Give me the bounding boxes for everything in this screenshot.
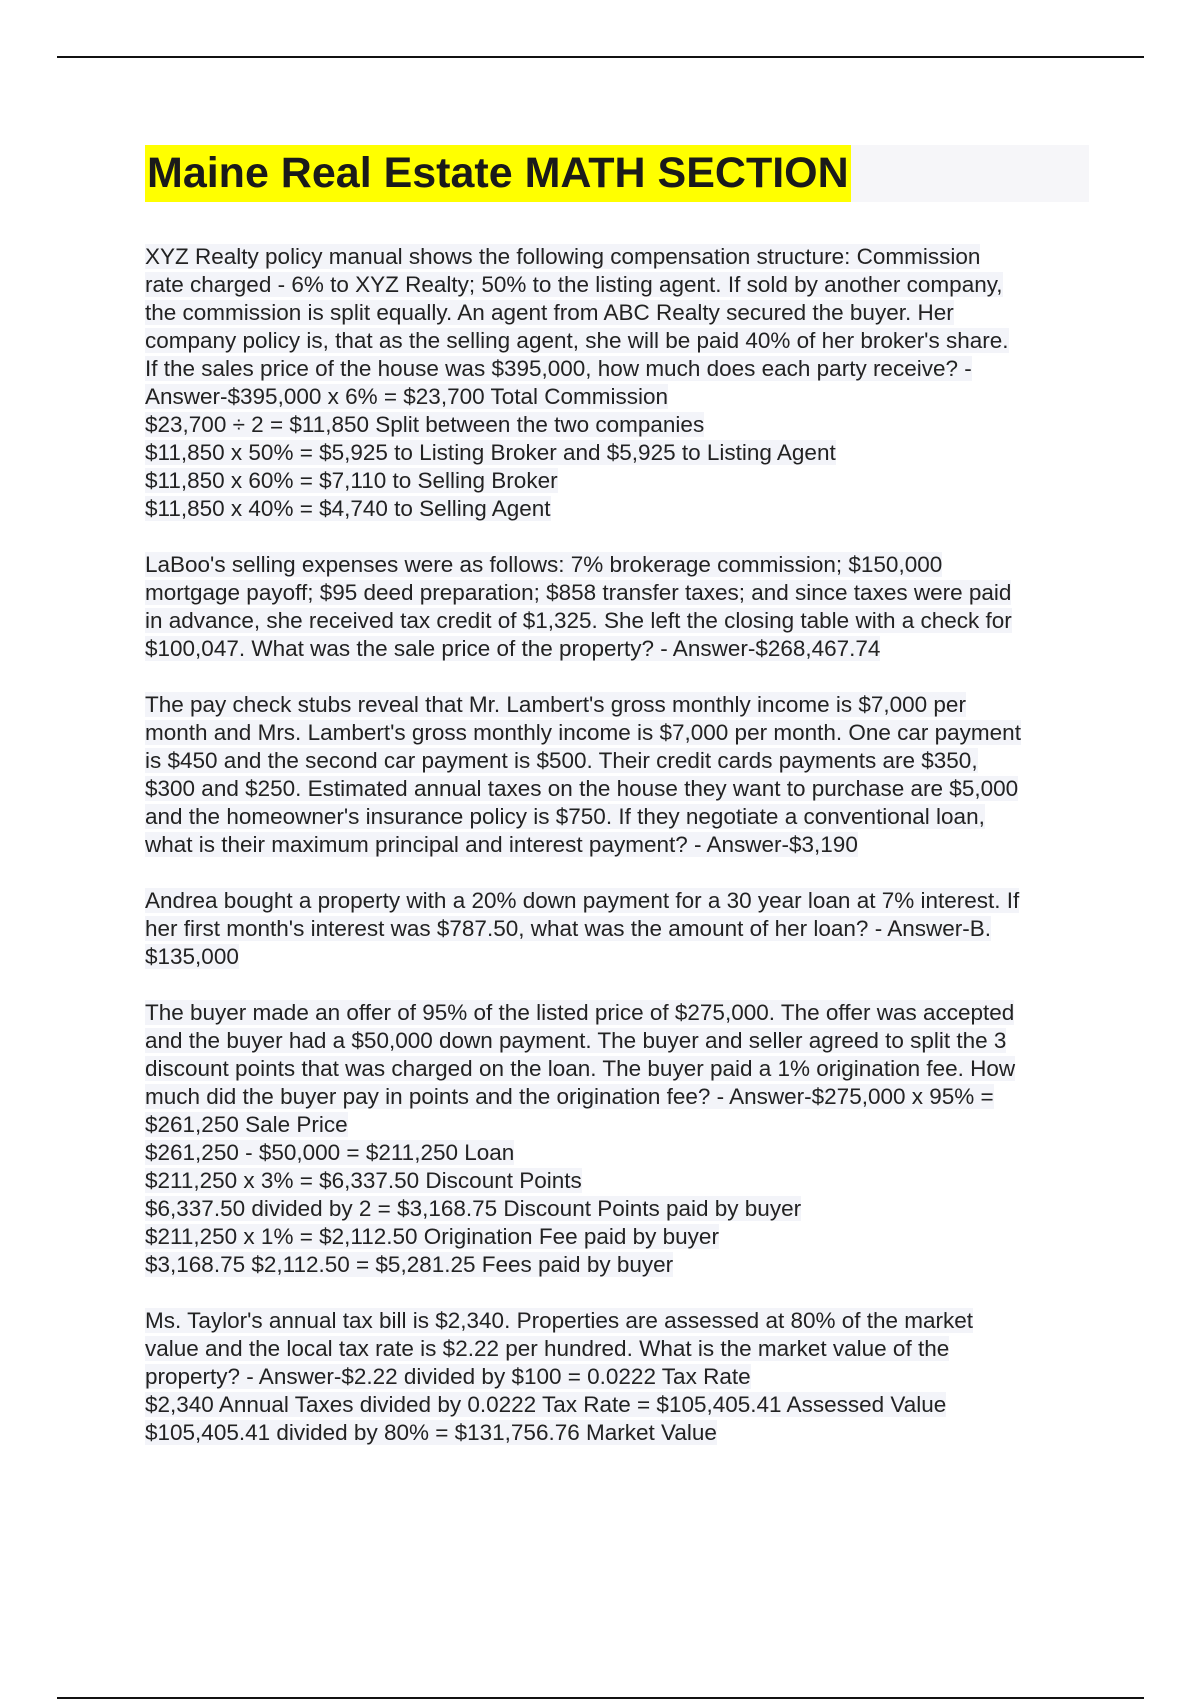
text-line xyxy=(145,299,1089,327)
text-line xyxy=(145,607,1089,635)
text-line-content: $11,850 x 50% = $5,925 to Listing Broker and $5,925 to Listing Agent xyxy=(145,440,836,465)
text-line xyxy=(145,1307,1089,1335)
text-line-content: The pay check stubs reveal that Mr. Lambert's gross monthly income is $7,000 per xyxy=(145,692,966,717)
text-line-content: the commission is split equally. An agent from ABC Realty secured the buyer. Her xyxy=(145,300,954,325)
text-line-content: and the homeowner's insurance policy is $750. If they negotiate a conventional loan, xyxy=(145,804,985,829)
question-block xyxy=(145,691,1089,859)
text-line xyxy=(145,271,1089,299)
text-line-content: Andrea bought a property with a 20% down payment for a 30 year loan at 7% interest. If xyxy=(145,888,1020,913)
text-line xyxy=(145,1111,1089,1139)
text-line xyxy=(145,355,1089,383)
text-line xyxy=(145,1083,1089,1111)
text-line xyxy=(145,747,1089,775)
text-line xyxy=(145,411,1089,439)
text-line-content: XYZ Realty policy manual shows the following compensation structure: Commission xyxy=(145,244,981,269)
question-block xyxy=(145,1307,1089,1447)
text-line xyxy=(145,1419,1089,1447)
text-line-content: If the sales price of the house was $395,000, how much does each party receive? - xyxy=(145,356,972,381)
text-line-content: rate charged - 6% to XYZ Realty; 50% to the listing agent. If sold by another company, xyxy=(145,272,1003,297)
text-line-content: $6,337.50 divided by 2 = $3,168.75 Discount Points paid by buyer xyxy=(145,1196,802,1221)
text-line xyxy=(145,467,1089,495)
text-line-content: $105,405.41 divided by 80% = $131,756.76 Market Value xyxy=(145,1420,717,1445)
text-line xyxy=(145,551,1089,579)
text-line xyxy=(145,887,1089,915)
top-rule xyxy=(57,56,1144,58)
text-line-content: mortgage payoff; $95 deed preparation; $858 transfer taxes; and since taxes were paid xyxy=(145,580,1012,605)
text-line xyxy=(145,999,1089,1027)
text-line xyxy=(145,635,1089,663)
text-line-content: in advance, she received tax credit of $1,325. She left the closing table with a check for xyxy=(145,608,1012,633)
text-line xyxy=(145,1055,1089,1083)
text-line-content: discount points that was charged on the loan. The buyer paid a 1% origination fee. How xyxy=(145,1056,1016,1081)
text-line xyxy=(145,1027,1089,1055)
text-line xyxy=(145,775,1089,803)
text-line-content: $211,250 x 1% = $2,112.50 Origination Fee paid by buyer xyxy=(145,1224,719,1249)
bottom-rule xyxy=(57,1697,1144,1699)
text-line-content: $261,250 Sale Price xyxy=(145,1112,348,1137)
text-line xyxy=(145,1167,1089,1195)
text-line xyxy=(145,495,1089,523)
text-line xyxy=(145,915,1089,943)
question-list xyxy=(145,243,1089,1447)
document-body xyxy=(145,145,1089,1475)
text-line xyxy=(145,1335,1089,1363)
text-line xyxy=(145,1223,1089,1251)
text-line-content: is $450 and the second car payment is $500. Their credit cards payments are $350, xyxy=(145,748,978,773)
text-line xyxy=(145,243,1089,271)
text-line xyxy=(145,1251,1089,1279)
text-line-content: $2,340 Annual Taxes divided by 0.0222 Tax Rate = $105,405.41 Assessed Value xyxy=(145,1392,947,1417)
text-line-content: $211,250 x 3% = $6,337.50 Discount Points xyxy=(145,1168,582,1193)
page-title: Maine Real Estate MATH SECTION xyxy=(145,145,851,202)
text-line-content: $300 and $250. Estimated annual taxes on the house they want to purchase are $5,000 xyxy=(145,776,1019,801)
text-line-content: $11,850 x 40% = $4,740 to Selling Agent xyxy=(145,496,551,521)
text-line xyxy=(145,327,1089,355)
text-line-content: and the buyer had a $50,000 down payment. The buyer and seller agreed to split the 3 xyxy=(145,1028,1007,1053)
text-line xyxy=(145,439,1089,467)
text-line xyxy=(145,691,1089,719)
text-line-content: $135,000 xyxy=(145,944,239,969)
text-line-content: Answer-$395,000 x 6% = $23,700 Total Commission xyxy=(145,384,669,409)
text-line xyxy=(145,1391,1089,1419)
text-line-content: value and the local tax rate is $2.22 per hundred. What is the market value of the xyxy=(145,1336,950,1361)
text-line-content: $11,850 x 60% = $7,110 to Selling Broker xyxy=(145,468,558,493)
text-line-content: Ms. Taylor's annual tax bill is $2,340. Properties are assessed at 80% of the market xyxy=(145,1308,974,1333)
text-line xyxy=(145,803,1089,831)
text-line xyxy=(145,1195,1089,1223)
question-block xyxy=(145,887,1089,971)
text-line xyxy=(145,579,1089,607)
text-line-content: property? - Answer-$2.22 divided by $100 = 0.0222 Tax Rate xyxy=(145,1364,751,1389)
title-bar xyxy=(145,145,1089,202)
question-block xyxy=(145,551,1089,663)
text-line xyxy=(145,1363,1089,1391)
text-line xyxy=(145,1139,1089,1167)
text-line-content: month and Mrs. Lambert's gross monthly income is $7,000 per month. One car payment xyxy=(145,720,1021,745)
text-line-content: her first month's interest was $787.50, what was the amount of her loan? - Answer-B. xyxy=(145,916,991,941)
text-line-content: company policy is, that as the selling agent, she will be paid 40% of her broker's share. xyxy=(145,328,1009,353)
text-line-content: The buyer made an offer of 95% of the listed price of $275,000. The offer was accepted xyxy=(145,1000,1015,1025)
question-block xyxy=(145,999,1089,1279)
text-line-content: $100,047. What was the sale price of the property? - Answer-$268,467.74 xyxy=(145,636,881,661)
text-line xyxy=(145,943,1089,971)
text-line xyxy=(145,383,1089,411)
text-line-content: what is their maximum principal and interest payment? - Answer-$3,190 xyxy=(145,832,858,857)
text-line xyxy=(145,719,1089,747)
text-line-content: $3,168.75 $2,112.50 = $5,281.25 Fees paid by buyer xyxy=(145,1252,674,1277)
text-line-content: LaBoo's selling expenses were as follows: 7% brokerage commission; $150,000 xyxy=(145,552,943,577)
text-line-content: $23,700 ÷ 2 = $11,850 Split between the two companies xyxy=(145,412,705,437)
text-line xyxy=(145,831,1089,859)
text-line-content: $261,250 - $50,000 = $211,250 Loan xyxy=(145,1140,515,1165)
question-block xyxy=(145,243,1089,523)
text-line-content: much did the buyer pay in points and the origination fee? - Answer-$275,000 x 95% = xyxy=(145,1084,994,1109)
